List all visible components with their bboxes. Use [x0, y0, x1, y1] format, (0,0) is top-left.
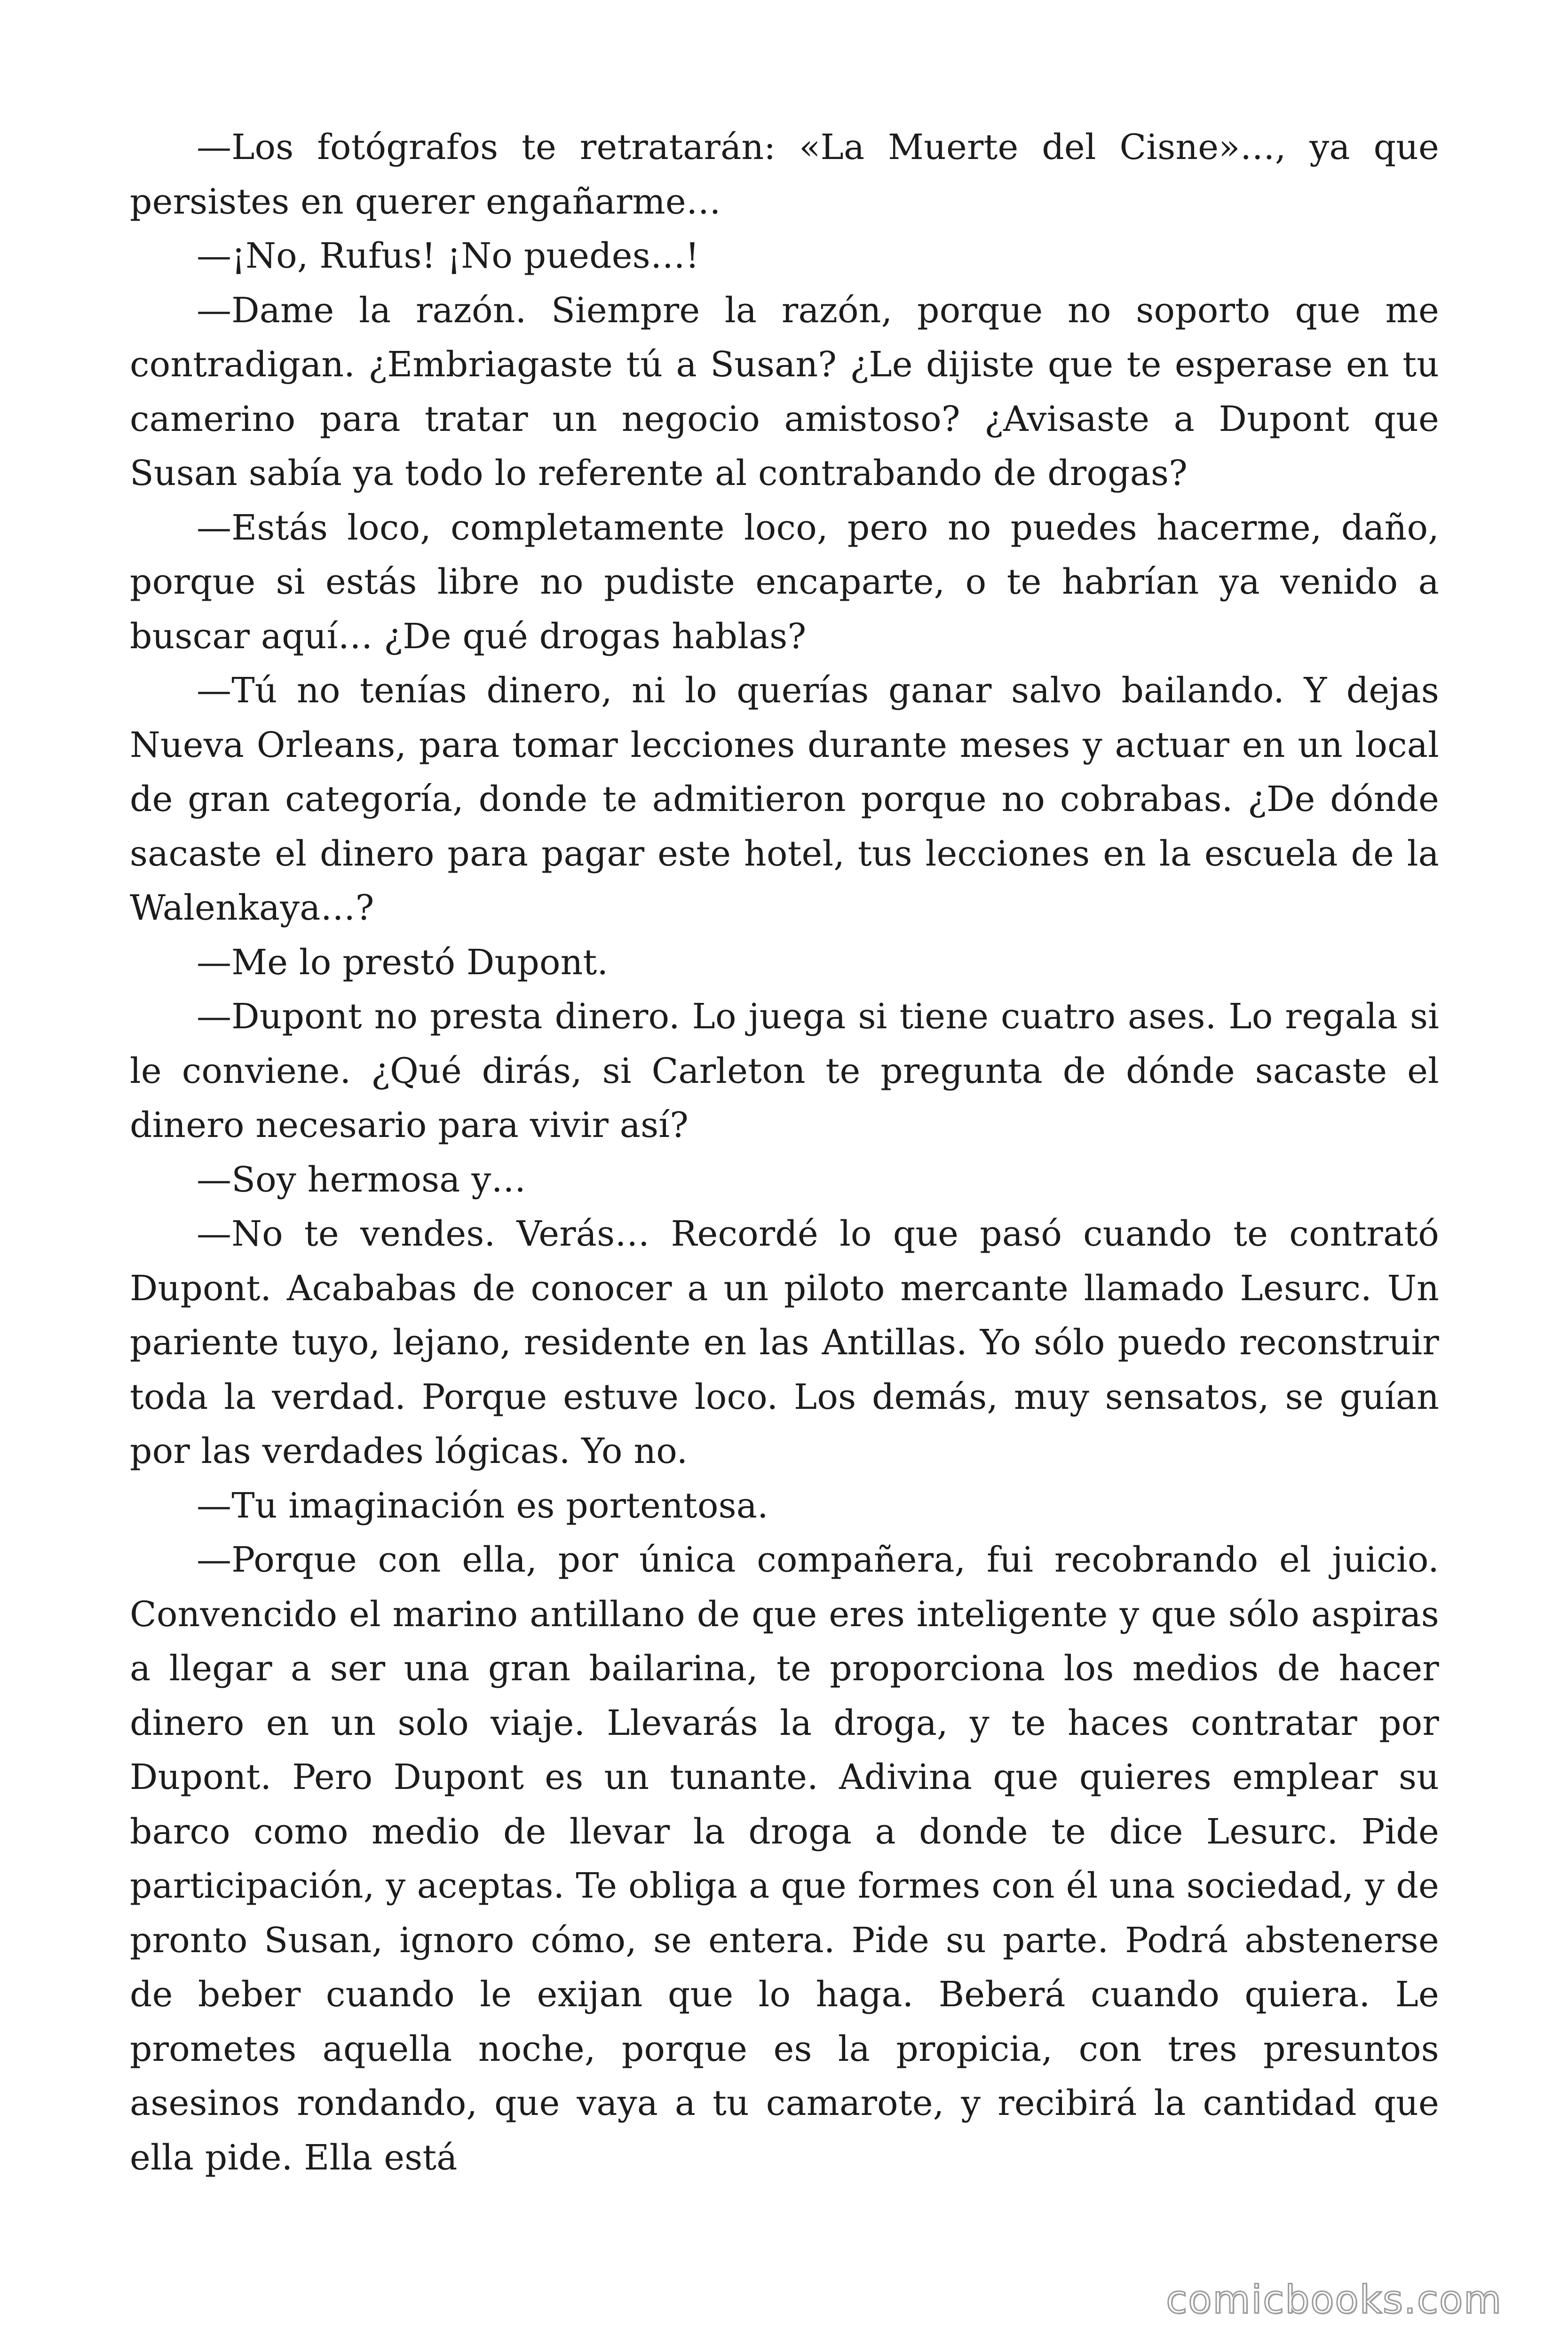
watermark: comicbooks.com [1166, 2278, 1502, 2322]
paragraph: —Tu imaginación es portentosa. [197, 1485, 768, 1526]
paragraph: —Me lo prestó Dupont. [197, 942, 609, 983]
paragraph: —¡No, Rufus! ¡No puedes…! [197, 236, 700, 276]
paragraph: —Soy hermosa y… [197, 1159, 526, 1200]
paragraph: —Estás loco, completamente loco, pero no puedes hacerme, daño, porque si estás libre no pudiste encaparte, o te habrían ya venido a buscar aquí… ¿De qué drogas hablas? [130, 507, 1439, 657]
paragraph: —Porque con ella, por única compañera, fui recobrando el juicio. Convencido el marino antillano de que eres inteligente y que sólo aspiras a llegar a ser una gran bailarina, te proporciona los medios de hacer dinero en un solo viaje. Llevarás la droga, y te haces contratar por Dupont. Pero Dupont es un tunante. Adivina que quieres emplear su barco como medio de llevar la droga a donde te dice Lesurc. Pide participación, y aceptas. Te obliga a que formes con él una sociedad, y de pronto Susan, ignoro cómo, se entera. Pide su parte. Podrá abstenerse de beber cuando le exijan que lo haga. Beberá cuando quiera. Le prometes aquella noche, porque es la propicia, con tres presuntos asesinos rondando, que vaya a tu camarote, y recibirá la cantidad que ella pide. Ella está [130, 1540, 1439, 2178]
paragraph: —No te vendes. Verás… Recordé lo que pasó cuando te contrató Dupont. Acababas de conocer a un piloto mercante llamado Lesurc. Un pariente tuyo, lejano, residente en las Antillas. Yo sólo puedo reconstruir toda la verdad. Porque estuve loco. Los demás, muy sensatos, se guían por las verdades lógicas. Yo no. [130, 1214, 1439, 1471]
body-text [130, 120, 1439, 2185]
paragraph: —Dupont no presta dinero. Lo juega si tiene cuatro ases. Lo regala si le conviene. ¿Qué dirás, si Carleton te pregunta de dónde sacaste el dinero necesario para vivir así? [130, 996, 1439, 1145]
paragraph: —Los fotógrafos te retratarán: «La Muerte del Cisne»…, ya que persistes en querer engañarme… [130, 127, 1439, 222]
paragraph: —Tú no tenías dinero, ni lo querías ganar salvo bailando. Y dejas Nueva Orleans, para tomar lecciones durante meses y actuar en un local de gran categoría, donde te admitieron porque no cobrabas. ¿De dónde sacaste el dinero para pagar este hotel, tus lecciones en la escuela de la Walenkaya…? [130, 670, 1439, 928]
paragraph: —Dame la razón. Siempre la razón, porque no soporto que me contradigan. ¿Embriagaste tú a Susan? ¿Le dijiste que te esperase en tu camerino para tratar un negocio amistoso? ¿Avisaste a Dupont que Susan sabía ya todo lo referente al contrabando de drogas? [130, 290, 1439, 493]
